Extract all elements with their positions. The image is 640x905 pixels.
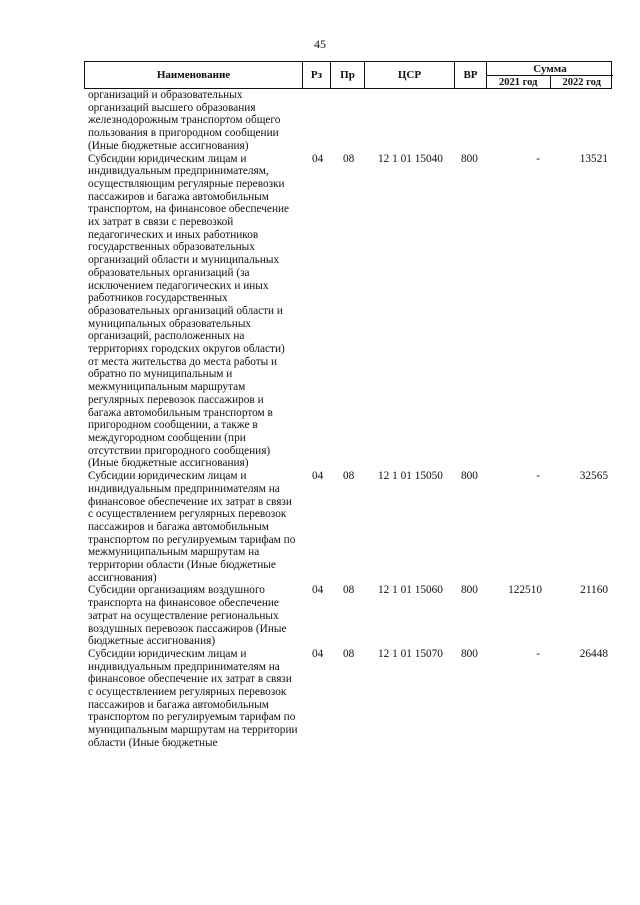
row-rz: 04 bbox=[312, 152, 324, 165]
row-name: Субсидии юридическим лицам и индивидуальным предпринимателям на финансовое обеспечение их затрат в связи с осуществлением регулярных перевозок пассажиров и багажа автомобильным транспортом по регулируемым тарифам по межмуниципальным маршрутам на территории области (Иные бюджетные ассигнования) bbox=[88, 470, 296, 584]
continued-text: организаций и образовательных организаций высшего образования железнодорожным транспортом общего пользования в пригородном сообщении (Иные бюджетные ассигнования) bbox=[88, 89, 281, 152]
row-name: Субсидии юридическим лицам и индивидуальным предпринимателям, осуществляющим регулярные перевозки пассажиров и багажа автомобильным транспортом, на финансовое обеспечение их затрат в связи с перевозкой педагогических и иных работников государственных образовательных организаций области и муниципальных образовательных организаций (за исключением педагогических и иных работников государственных образовательных организаций области и муниципальных образовательных организаций, расположенных на территориях городских округов области) от места жительства до места работы и обратно по муниципальным и межмуниципальным маршрутам регулярных перевозок пассажиров и багажа автомобильным транспортом в пригородном сообщении, а также в междугородном сообщении (при отсутствии пригородного сообщения) (Иные бюджетные ассигнования) bbox=[88, 152, 290, 470]
row-2021: - bbox=[536, 647, 540, 660]
row-2022: 26448 bbox=[579, 647, 608, 660]
header-year-2021: 2021 год bbox=[487, 76, 551, 88]
row-pr: 08 bbox=[343, 470, 355, 483]
row-rz: 04 bbox=[312, 470, 324, 483]
row-2022: 21160 bbox=[580, 584, 608, 597]
table-row bbox=[84, 153, 612, 471]
row-vr: 800 bbox=[461, 152, 478, 165]
page-number: 45 bbox=[314, 37, 326, 51]
row-name: Субсидии юридическим лицам и индивидуальным предпринимателям на финансовое обеспечение их затрат в связи с осуществлением регулярных перевозок пассажиров и багажа автомобильным транспортом по регулируемым тарифам по муниципальным маршрутам на территории области (Иные бюджетные bbox=[88, 647, 298, 749]
row-2021: 122510 bbox=[508, 584, 542, 597]
header-csr: ЦСР bbox=[365, 62, 455, 88]
table-row bbox=[84, 470, 612, 584]
row-vr: 800 bbox=[461, 584, 478, 597]
row-pr: 08 bbox=[343, 152, 355, 165]
row-vr: 800 bbox=[461, 470, 478, 483]
header-name: Наименование bbox=[85, 62, 303, 88]
row-2021: - bbox=[536, 470, 540, 483]
row-csr: 12 1 01 15070 bbox=[378, 647, 443, 660]
header-sum bbox=[487, 62, 613, 88]
row-csr: 12 1 01 15040 bbox=[378, 152, 443, 165]
row-name: Субсидии организациям воздушного транспорта на финансовое обеспечение затрат на осуществление региональных воздушных перевозок пассажиров (Иные бюджетные ассигнования) bbox=[88, 584, 287, 648]
row-pr: 08 bbox=[343, 584, 355, 597]
row-csr: 12 1 01 15050 bbox=[378, 470, 443, 483]
table-row bbox=[84, 648, 612, 750]
row-rz: 04 bbox=[312, 647, 324, 660]
header-vr: ВР bbox=[455, 62, 487, 88]
table-header bbox=[84, 61, 612, 89]
row-2021: - bbox=[536, 152, 540, 165]
table-body bbox=[84, 89, 612, 750]
header-sum-title: Сумма bbox=[487, 62, 613, 76]
row-2022: 13521 bbox=[579, 152, 608, 165]
table-row bbox=[84, 584, 612, 648]
header-year-2022: 2022 год bbox=[562, 76, 601, 88]
header-rz: Рз bbox=[303, 62, 331, 88]
row-vr: 800 bbox=[461, 647, 478, 660]
row-2022: 32565 bbox=[579, 470, 608, 483]
row-rz: 04 bbox=[312, 584, 324, 597]
row-pr: 08 bbox=[343, 647, 355, 660]
row-csr: 12 1 01 15060 bbox=[378, 584, 443, 597]
header-pr: Пр bbox=[331, 62, 365, 88]
